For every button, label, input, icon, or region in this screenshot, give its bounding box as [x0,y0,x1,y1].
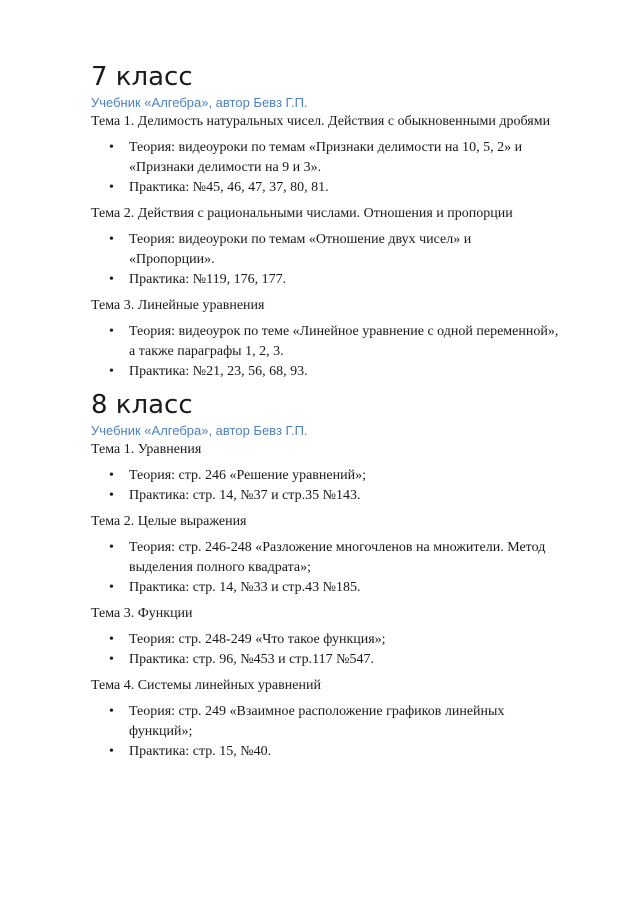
list-item [91,138,611,178]
topic-heading: Тема 2. Целые выражения [91,514,247,529]
grade-section [91,388,611,762]
list-item-line: Теория: стр. 248-249 «Что такое функция»; [129,632,386,647]
topic-list [91,322,611,382]
list-item [91,270,611,290]
list-item-line: Теория: стр. 246-248 «Разложение многочленов на множители. Метод [129,540,546,555]
grade-section [91,60,611,382]
list-item [91,702,611,742]
topic-heading: Тема 2. Действия с рациональными числами. Отношения и пропорции [91,206,513,221]
list-item-line: Теория: видеоуроки по темам «Признаки делимости на 10, 5, 2» и [129,140,523,155]
list-item [91,578,611,598]
textbook-subtitle: Учебник «Алгебра», автор Бевз Г.П. [91,95,308,110]
bullet-icon: • [109,580,114,595]
grade-heading: 8 класс [91,390,193,420]
list-item-line: Практика: стр. 96, №453 и стр.117 №547. [129,652,374,667]
topic-list [91,538,611,598]
bullet-icon: • [109,468,114,483]
list-item-line: «Пропорции». [129,252,215,267]
list-item-line: «Признаки делимости на 9 и 3». [129,160,322,175]
list-item [91,178,611,198]
list-item [91,230,611,270]
bullet-icon: • [109,140,114,155]
list-item [91,742,611,762]
list-item-line: Практика: стр. 15, №40. [129,744,272,759]
list-item-line: а также параграфы 1, 2, 3. [129,344,284,359]
list-item [91,466,611,486]
list-item-line: Практика: №45, 46, 47, 37, 80, 81. [129,180,329,195]
topic-heading: Тема 3. Линейные уравнения [91,298,265,313]
topic-list [91,702,611,762]
bullet-icon: • [109,704,114,719]
list-item-line: Теория: стр. 249 «Взаимное расположение графиков линейных [129,704,505,719]
bullet-icon: • [109,744,114,759]
list-item-line: Практика: №21, 23, 56, 68, 93. [129,364,308,379]
list-item-line: функций»; [129,724,193,739]
list-item-line: Практика: стр. 14, №33 и стр.43 №185. [129,580,361,595]
list-item [91,538,611,578]
bullet-icon: • [109,272,114,287]
list-item-line: выделения полного квадрата»; [129,560,311,575]
topic-heading: Тема 3. Функции [91,606,193,621]
bullet-icon: • [109,364,114,379]
bullet-icon: • [109,232,114,247]
topic-list [91,138,611,198]
bullet-icon: • [109,324,114,339]
list-item-line: Теория: видеоуроки по темам «Отношение двух чисел» и [129,232,472,247]
list-item [91,486,611,506]
list-item [91,650,611,670]
topic-heading: Тема 1. Уравнения [91,442,202,457]
topic-list [91,466,611,506]
document-content [91,60,611,768]
list-item-line: Теория: стр. 246 «Решение уравнений»; [129,468,366,483]
list-item-line: Практика: №119, 176, 177. [129,272,287,287]
topic-heading: Тема 1. Делимость натуральных чисел. Действия с обыкновенными дробями [91,114,551,129]
bullet-icon: • [109,652,114,667]
list-item [91,630,611,650]
topic-heading: Тема 4. Системы линейных уравнений [91,678,321,693]
textbook-subtitle: Учебник «Алгебра», автор Бевз Г.П. [91,423,308,438]
list-item [91,362,611,382]
bullet-icon: • [109,540,114,555]
bullet-icon: • [109,488,114,503]
grade-heading: 7 класс [91,62,193,92]
list-item-line: Теория: видеоурок по теме «Линейное уравнение с одной переменной», [129,324,559,339]
topic-list [91,630,611,670]
list-item-line: Практика: стр. 14, №37 и стр.35 №143. [129,488,361,503]
bullet-icon: • [109,632,114,647]
bullet-icon: • [109,180,114,195]
list-item [91,322,611,362]
topic-list [91,230,611,290]
